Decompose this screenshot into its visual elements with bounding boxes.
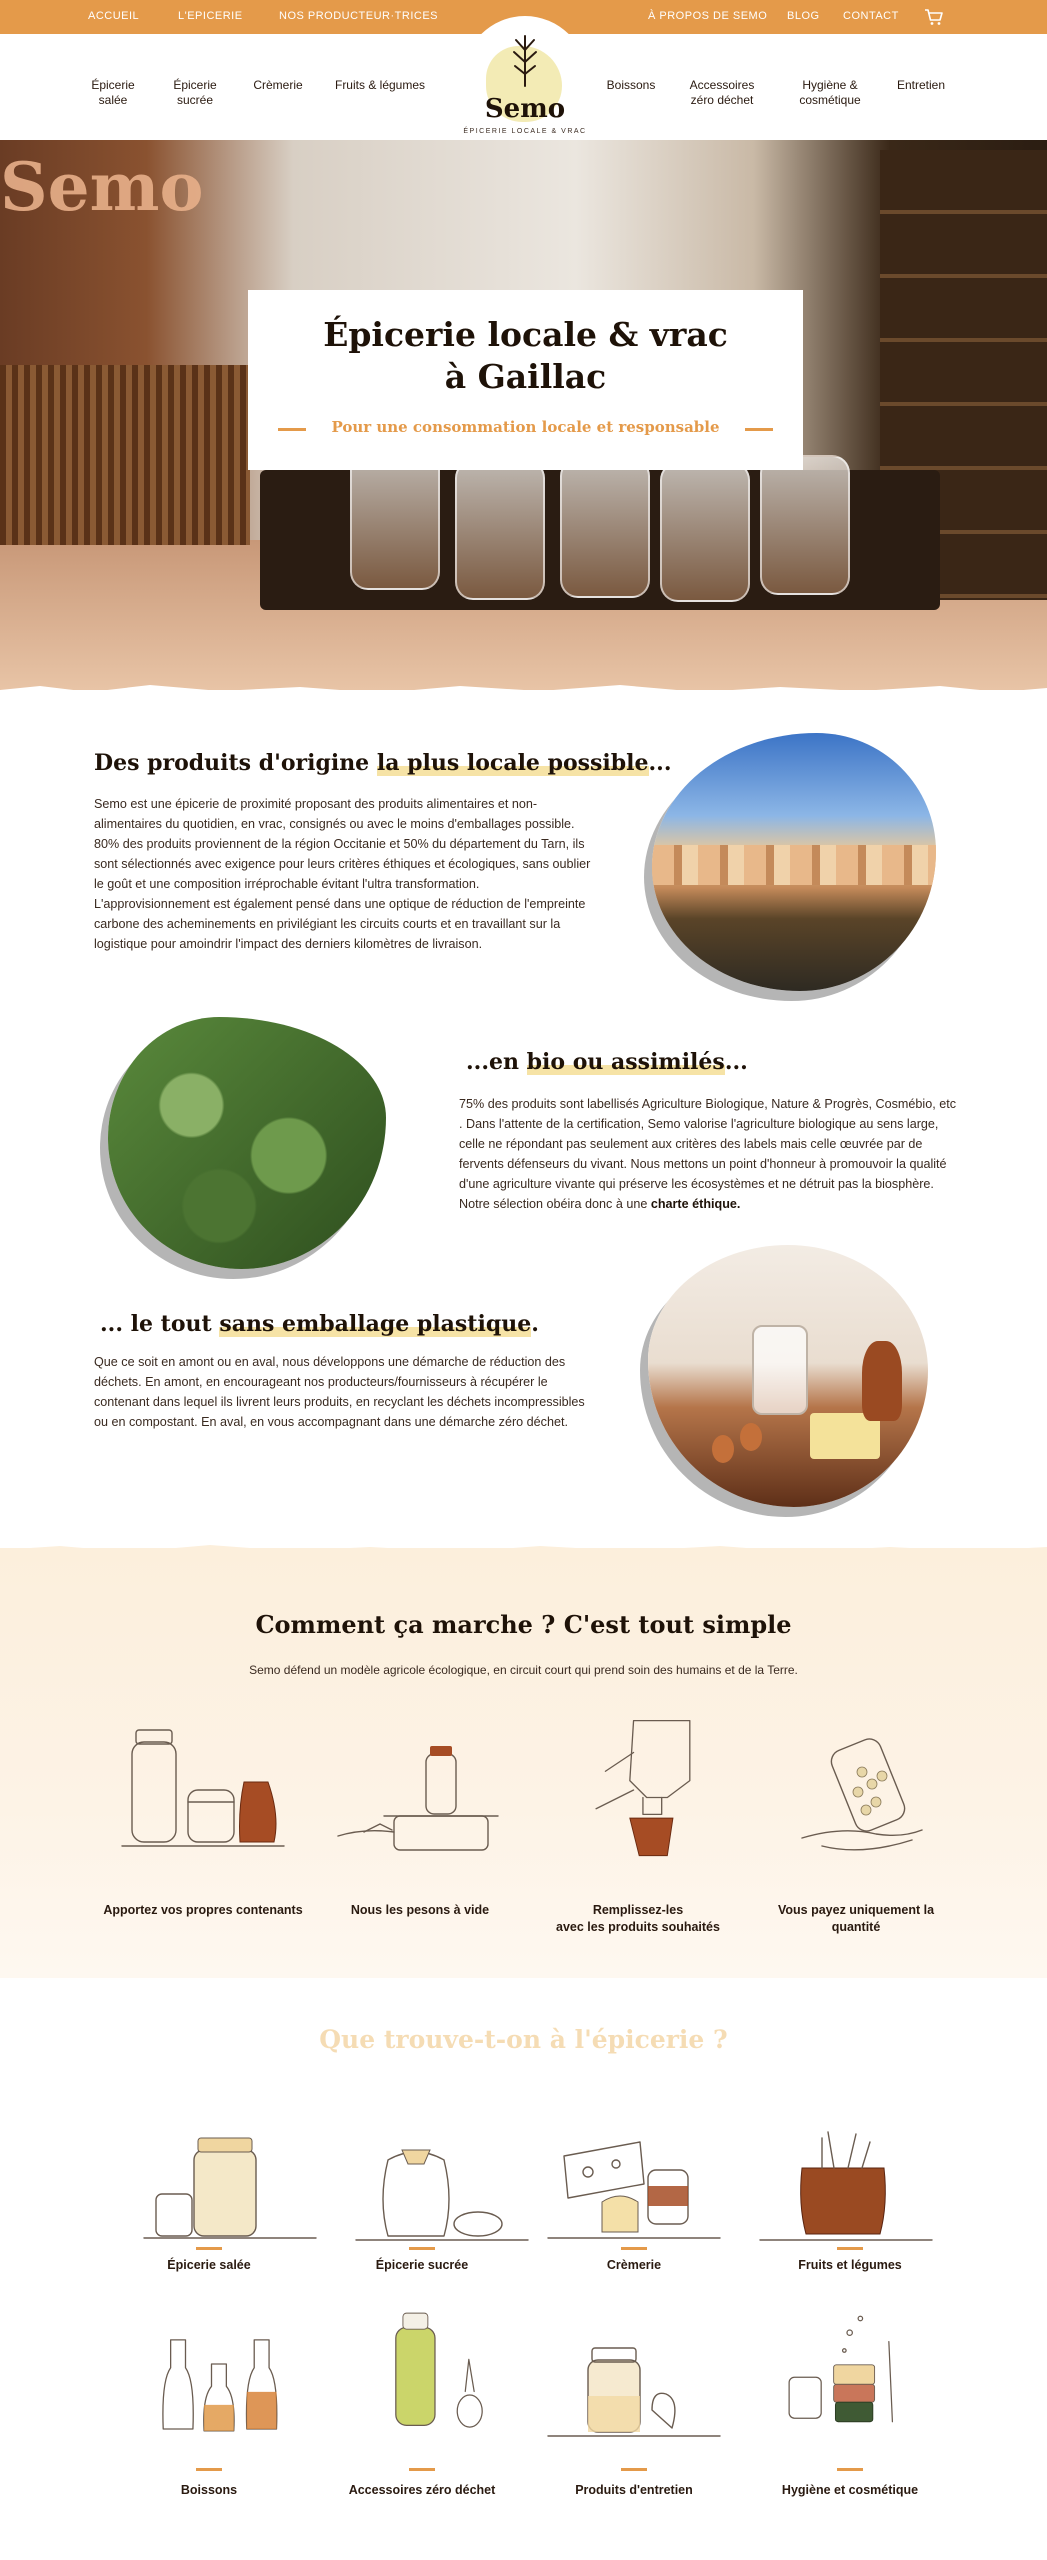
categories-title: Que trouve-t-on à l'épicerie ? (319, 2025, 728, 2054)
egg (712, 1435, 734, 1463)
topbar-link-blog[interactable]: BLOG (787, 10, 820, 22)
step-label: Apportez vos propres contenants (103, 1903, 303, 1917)
step-weigh-empty (315, 1902, 525, 1919)
egg (740, 1423, 762, 1451)
category-hygiene[interactable]: Hygiène et cosmétique (781, 2483, 919, 2497)
hero-jar (660, 462, 750, 602)
nav-accessoires[interactable] (667, 78, 777, 108)
step-label: Nous les pesons à vide (350, 1903, 490, 1917)
dairy-icon (540, 2120, 730, 2250)
spinach-photo (108, 1017, 386, 1269)
category-dairy[interactable]: Crèmerie (606, 2258, 662, 2272)
title-highlight: la plus locale possible (376, 750, 649, 776)
title-part: ... (648, 750, 672, 776)
dispenser-illustration-icon (572, 1715, 742, 1865)
hero-banner (0, 140, 1047, 690)
hero-subtitle: Pour une consommation locale et responsable (331, 418, 720, 436)
category-dash (621, 2247, 647, 2250)
hero-jar (455, 460, 545, 600)
logo-tagline: ÉPICERIE LOCALE & VRAC (463, 128, 587, 135)
band-torn-edge (0, 1540, 1047, 1558)
torn-paper-edge (0, 678, 1047, 702)
fruits-vegetables-icon (752, 2120, 942, 2250)
title-highlight: bio ou assimilés (526, 1049, 725, 1075)
step-fill-up (533, 1902, 743, 1936)
body-text: 75% des produits sont labellisés Agriculture Biologique, Nature & Progrès, Cosmébio, etc . Dans l'attente de la certification, Semo valorise l'agriculture biologique au sens large, celle ne répondant pas seulement aux critères des labels mais celle œuvrée par de fervents défenseurs du vivant. Nous mettons un point d'honneur à promouvoir la qualité d'une agriculture vivante qui préserve les écosystèmes et ne détruit pas la biosphère. Notre sélection obéira donc à une (459, 1097, 957, 1211)
topbar-link-a-propos[interactable]: À PROPOS DE SEMO (648, 10, 768, 22)
sweet-grocery-icon (348, 2120, 538, 2250)
title-part: ...en (466, 1049, 527, 1075)
category-dash (837, 2468, 863, 2471)
title-part: ... le tout (100, 1311, 220, 1337)
title-part: . (531, 1311, 539, 1337)
how-title: Comment ça marche ? C'est tout simple (255, 1610, 792, 1639)
hero-card (248, 290, 803, 470)
savory-grocery-icon (136, 2120, 326, 2250)
clay-jug (862, 1341, 902, 1421)
section-local-title (94, 750, 672, 776)
category-fruits-vegetables[interactable]: Fruits et légumes (798, 2258, 902, 2272)
city-buildings (652, 845, 936, 885)
category-savory[interactable]: Épicerie salée (167, 2258, 251, 2272)
category-dash (196, 2247, 222, 2250)
nav-label: Fruits & légumes (334, 78, 426, 92)
nav-label: Crèmerie (253, 78, 303, 92)
nav-label: Hygiène & cosmétique (799, 78, 861, 107)
step-label: Vous payez uniquement la quantité (777, 1903, 935, 1934)
nav-cremerie[interactable] (223, 78, 333, 93)
title-part: Des produits d'origine (94, 750, 377, 776)
drinks-icon (136, 2312, 326, 2442)
hero-counter (0, 365, 250, 545)
glass-jar (752, 1325, 808, 1415)
hero-title: Épicerie locale & vrac à Gaillac (323, 315, 728, 396)
nav-entretien[interactable] (866, 78, 976, 93)
nav-fruits-legumes[interactable] (325, 78, 435, 93)
nav-label: Accessoires zéro déchet (689, 78, 755, 107)
category-dash (409, 2468, 435, 2471)
containers-illustration-icon (118, 1720, 288, 1870)
payment-illustration-icon (792, 1722, 962, 1872)
nav-label: Épicerie salée (91, 78, 135, 107)
category-dash (196, 2468, 222, 2471)
topbar-link-epicerie[interactable]: L'EPICERIE (178, 10, 243, 22)
hero-jar (560, 458, 650, 598)
hero-jar (760, 455, 850, 595)
category-dash (837, 2247, 863, 2250)
cart-icon[interactable] (924, 8, 944, 26)
category-dash (409, 2247, 435, 2250)
hero-jar (350, 450, 440, 590)
topbar-link-producteurs[interactable]: NOS PRODUCTEUR·TRICES (279, 10, 439, 22)
zero-waste-accessories-icon (348, 2306, 538, 2436)
wheat-logo-icon (500, 28, 550, 88)
section-local-body: Semo est une épicerie de proximité proposant des produits alimentaires et non-alimentaires du quotidien, en vrac, consignés ou avec le moins d'emballages possible. 80% des produits proviennent de la région Occitanie et 50% du département du Tarn, ils sont sélectionnés avec exigence pour leurs critères éthiques et écologiques, sans oublier le goût et une composition irréprochable évitant l'ultra transformation. L'approvisionnement est également pensé dans une optique de réduction de l'empreinte carbone des acheminements en privilégiant les circuits courts et en travaillant sur la logistique pour amoindrir l'impact des derniers kilomètres de livraison. (94, 797, 591, 951)
step-label: Remplissez-les avec les produits souhaités (556, 1903, 720, 1934)
nav-label: Boissons (606, 78, 656, 92)
step-pay-quantity (751, 1902, 961, 1936)
scale-illustration-icon (334, 1720, 504, 1870)
charter-link[interactable]: charte éthique. (650, 1197, 741, 1211)
logo-word[interactable]: Semo (484, 94, 566, 124)
category-drinks[interactable]: Boissons (180, 2483, 238, 2497)
section-bio-title (466, 1049, 748, 1075)
title-highlight: sans emballage plastique (219, 1311, 532, 1337)
category-sweet[interactable]: Épicerie sucrée (375, 2258, 469, 2272)
section-bio-body (459, 1094, 959, 1214)
category-zero-waste[interactable]: Accessoires zéro déchet (348, 2483, 496, 2497)
how-subtitle: Semo défend un modèle agricole écologique, en circuit court qui prend soin des humains et de la Terre. (249, 1663, 798, 1677)
gaillac-photo (652, 733, 936, 991)
title-part: ... (724, 1049, 748, 1075)
nav-label: Entretien (896, 78, 946, 92)
cleaning-products-icon (540, 2320, 730, 2450)
hero-wall-sign: Semo (0, 148, 204, 226)
section-plastic-body: Que ce soit en amont ou en aval, nous développons une démarche de réduction des déchets. En amont, en encourageant nos producteurs/fournisseurs à récupérer le contenant dans lequel ils livrent leurs produits, en recyclant les déchets incompressibles ou en compostant. En aval, en vous accompagnant dans une démarche zéro déchet. (94, 1355, 585, 1429)
hero-dash-right (745, 428, 773, 431)
nav-label: Épicerie sucrée (173, 78, 217, 107)
step-bring-containers (98, 1902, 308, 1919)
section-plastic-title (100, 1311, 539, 1337)
pantry-photo (648, 1245, 928, 1507)
topbar-link-contact[interactable]: CONTACT (843, 10, 899, 22)
topbar-link-accueil[interactable]: ACCUEIL (88, 10, 140, 22)
category-dash (621, 2468, 647, 2471)
hygiene-cosmetics-icon (752, 2306, 942, 2436)
category-cleaning[interactable]: Produits d'entretien (575, 2483, 693, 2497)
